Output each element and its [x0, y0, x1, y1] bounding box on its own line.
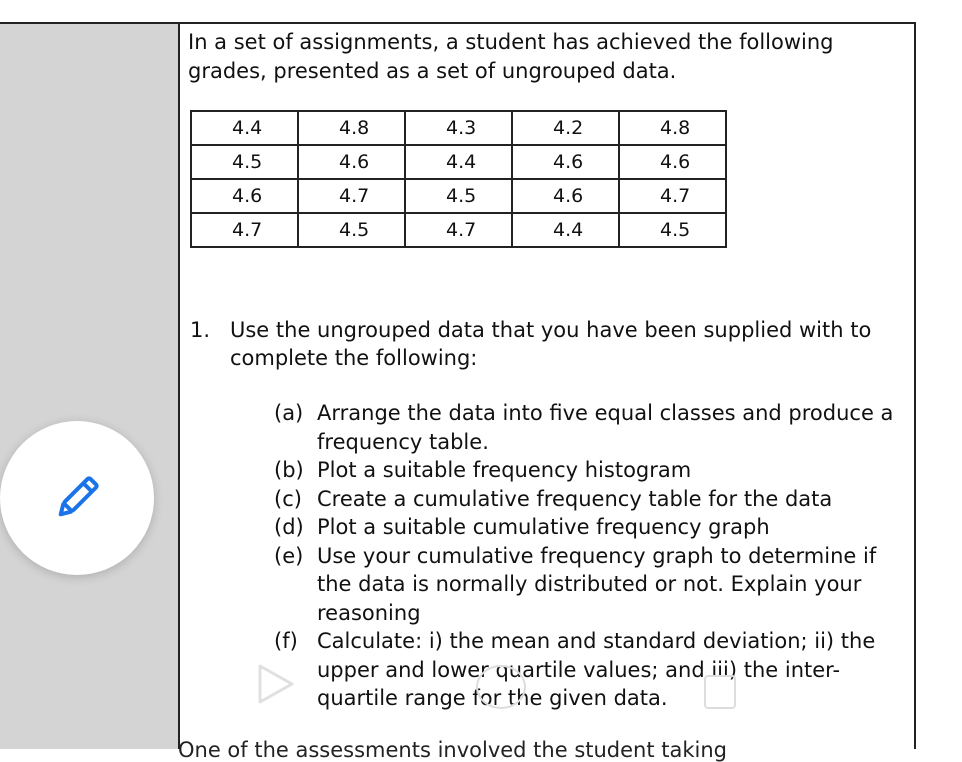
part-label: (e) — [274, 543, 304, 568]
table-cell: 4.4 — [405, 145, 512, 179]
divider — [178, 22, 180, 749]
part-text: Calculate: i) the mean and standard deviation; ii) the upper and lower quartile values; and iii) the inter-quartile range for the given data. — [317, 629, 876, 710]
table-cell: 4.7 — [298, 179, 405, 213]
question-number: 1. — [190, 318, 211, 342]
table-cell: 4.6 — [619, 145, 726, 179]
table-cell: 4.5 — [191, 145, 298, 179]
part-label: (d) — [274, 515, 304, 539]
part-text: Create a cumulative frequency table for the data — [317, 486, 833, 511]
table-cell: 4.5 — [405, 179, 512, 213]
part-label: (a) — [274, 401, 304, 425]
list-item — [274, 456, 914, 485]
question-text: Use the ungrouped data that you have been supplied with to complete the following: — [230, 318, 872, 370]
table-cell: 4.8 — [298, 111, 405, 145]
table-row — [191, 145, 726, 179]
table-cell: 4.6 — [512, 145, 619, 179]
list-item — [274, 399, 914, 456]
table-cell: 4.4 — [191, 111, 298, 145]
intro-text: In a set of assignments, a student has achieved the following grades, presented as a set of ungrouped data. — [188, 30, 834, 83]
question-parts — [274, 399, 914, 713]
list-item — [274, 542, 914, 628]
table-cell: 4.7 — [619, 179, 726, 213]
table-cell: 4.8 — [619, 111, 726, 145]
overlay-square-icon — [704, 675, 736, 709]
table-row — [191, 213, 726, 247]
table-cell: 4.6 — [298, 145, 405, 179]
part-text: Use your cumulative frequency graph to determine if the data is normally distributed or not. Explain your reasoning — [317, 543, 877, 625]
table-cell: 4.6 — [512, 179, 619, 213]
cutoff-text: One of the assessments involved the student taking — [178, 738, 728, 762]
grades-table — [190, 110, 727, 248]
table-cell: 4.7 — [191, 213, 298, 247]
part-label: (c) — [274, 486, 302, 511]
divider — [0, 22, 916, 24]
document-content — [188, 28, 908, 86]
table-cell: 4.2 — [512, 111, 619, 145]
divider — [914, 22, 916, 749]
part-text: Arrange the data into five equal classes and produce a frequency table. — [317, 401, 894, 454]
table-cell: 4.5 — [619, 213, 726, 247]
table-cell: 4.4 — [512, 213, 619, 247]
table-cell: 4.3 — [405, 111, 512, 145]
part-text: Plot a suitable cumulative frequency graph — [317, 515, 770, 539]
part-label: (f) — [274, 629, 298, 653]
play-icon[interactable] — [256, 662, 296, 710]
question-1 — [190, 316, 910, 372]
pencil-icon — [50, 471, 104, 525]
table-cell: 4.5 — [298, 213, 405, 247]
part-label: (b) — [274, 458, 304, 482]
edit-button[interactable] — [0, 421, 154, 575]
table-cell: 4.7 — [405, 213, 512, 247]
table-row — [191, 111, 726, 145]
list-item — [274, 627, 914, 713]
left-panel — [0, 24, 178, 749]
overlay-circle-icon — [476, 665, 526, 709]
list-item — [274, 485, 914, 514]
list-item — [274, 513, 914, 542]
part-text: Plot a suitable frequency histogram — [317, 458, 692, 482]
table-cell: 4.6 — [191, 179, 298, 213]
table-row — [191, 179, 726, 213]
